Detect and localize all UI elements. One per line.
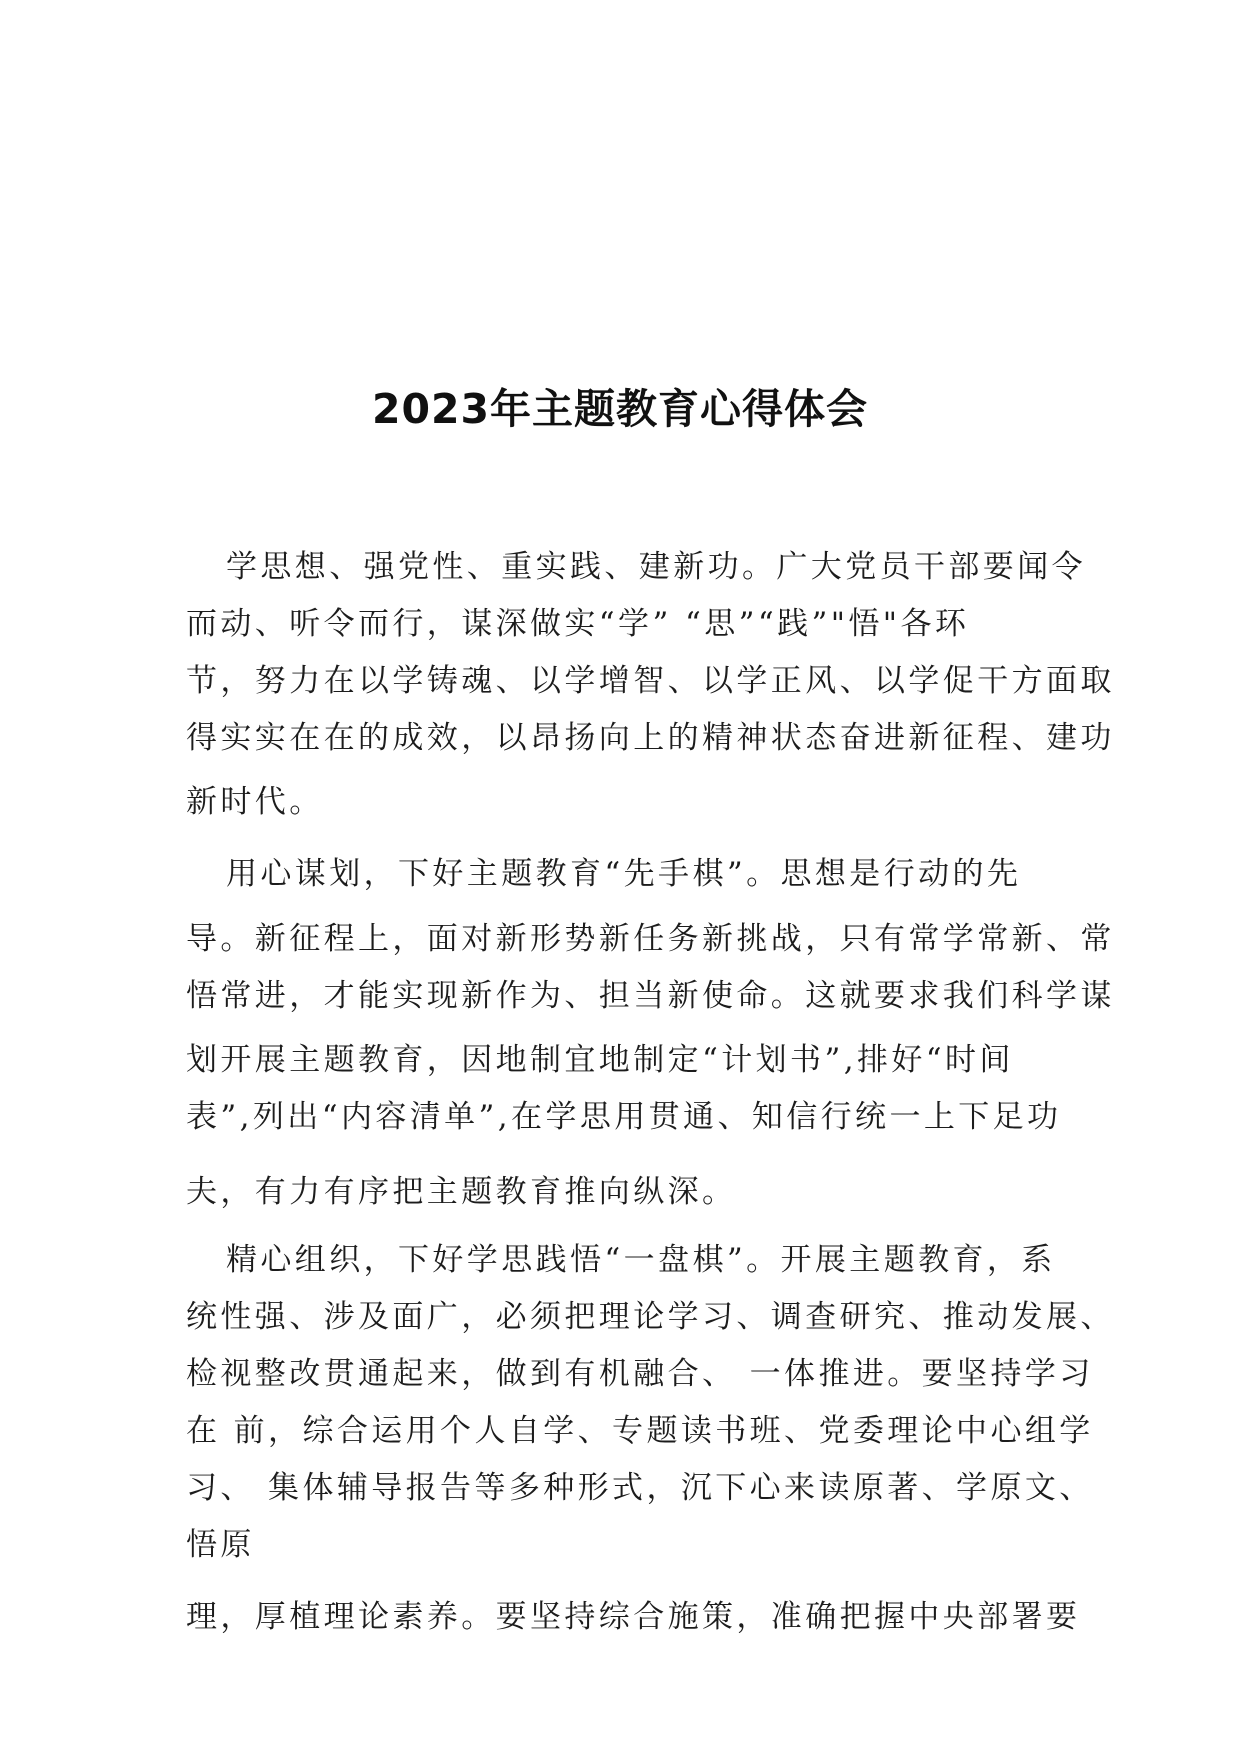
text-line: 得实实在在的成效，以昂扬向上的精神状态奋进新征程、建功 bbox=[186, 720, 1115, 756]
text-line: 悟原 bbox=[186, 1527, 255, 1563]
text-line: 理，厚植理论素养。要坚持综合施策，准确把握中央部署要 bbox=[186, 1599, 1081, 1635]
text-line: 而动、听令而行，谋深做实“学” “思”“践”"悟"各环 bbox=[186, 606, 970, 642]
text-line: 悟常进，才能实现新作为、担当新使命。这就要求我们科学谋 bbox=[186, 978, 1115, 1014]
text-line: 划开展主题教育，因地制宜地制定“计划书”,排好“时间 bbox=[186, 1042, 1014, 1078]
text-line: 在 前，综合运用个人自学、专题读书班、党委理论中心组学 bbox=[186, 1413, 1094, 1449]
text-line: 检视整改贯通起来，做到有机融合、 一体推进。要坚持学习 bbox=[186, 1356, 1094, 1392]
text-line: 新时代。 bbox=[186, 784, 324, 820]
text-line: 统性强、涉及面广，必须把理论学习、调查研究、推动发展、 bbox=[186, 1299, 1115, 1335]
document-title: 2023年主题教育心得体会 bbox=[371, 385, 869, 433]
text-line: 用心谋划，下好主题教育“先手棋”。思想是行动的先 bbox=[226, 856, 1022, 892]
text-line: 导。新征程上，面对新形势新任务新挑战，只有常学常新、常 bbox=[186, 921, 1115, 957]
text-line: 夫，有力有序把主题教育推向纵深。 bbox=[186, 1174, 737, 1210]
text-line: 节，努力在以学铸魂、以学增智、以学正风、以学促干方面取 bbox=[186, 663, 1115, 699]
text-line: 学思想、强党性、重实践、建新功。广大党员干部要闻令 bbox=[226, 549, 1086, 585]
text-line: 表”,列出“内容清单”,在学思用贯通、知信行统一上下足功 bbox=[186, 1099, 1062, 1135]
text-line: 习、 集体辅导报告等多种形式，沉下心来读原著、学原文、 bbox=[186, 1470, 1094, 1506]
text-line: 精心组织，下好学思践悟“一盘棋”。开展主题教育，系 bbox=[226, 1242, 1056, 1278]
